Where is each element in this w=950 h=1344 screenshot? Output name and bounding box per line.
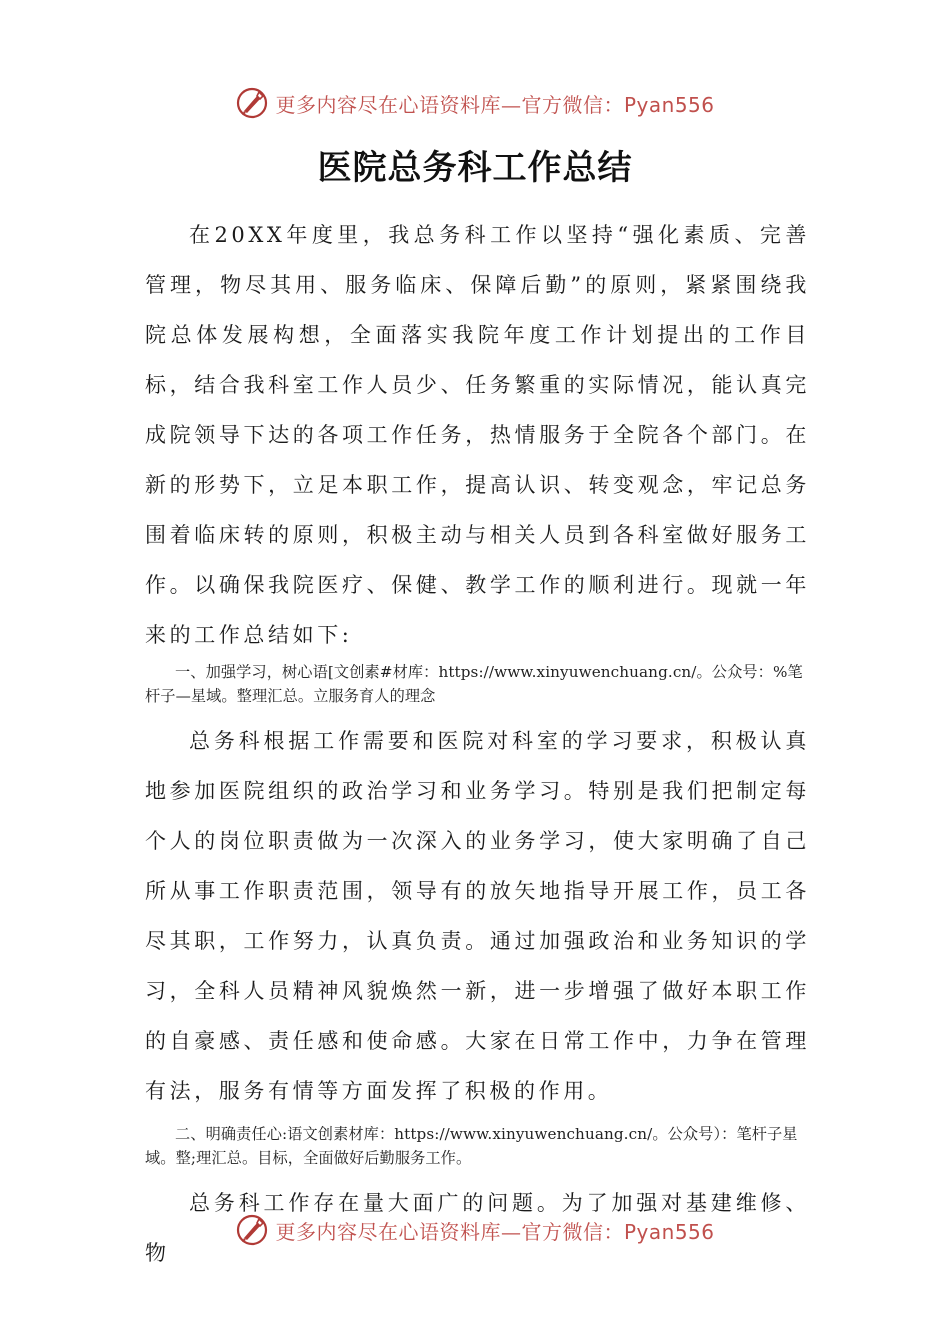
section-heading-2: 二、明确责任心:语文创素材库：https://www.xinyuwenchuang.cn/。公众号）：笔杆子星域。整;理汇总。目标，全面做好后勤服务工作。 [145, 1125, 798, 1167]
intro-paragraph: 在20XX年度里，我总务科工作以坚持“强化素质、完善管理，物尽其用、服务临床、保障后勤”的原则，紧紧围绕我院总体发展构想，全面落实我院年度工作计划提出的工作目标，结合我科室工作人员少、任务繁重的实际情况，能认真完成院领导下达的各项工作任务，热情服务于全院各个部门。在新的形势下，立足本职工作，提高认识、转变观念，牢记总务围着临床转的原则，积极主动与相关人员到各科室做好服务工作。以确保我院医疗、保健、教学工作的顺利进行。现就一年来的工作总结如下: [145, 223, 810, 647]
banner-wechat-id: Pyan556 [623, 1219, 715, 1244]
banner-text-cn: 更多内容尽在心语资料库—官方微信： [275, 1219, 624, 1244]
banner-text [275, 1216, 714, 1245]
section-1-paragraph: 总务科根据工作需要和医院对科室的学习要求，积极认真地参加医院组织的政治学习和业务学习。特别是我们把制定每个人的岗位职责做为一次深入的业务学习，使大家明确了自己所从事工作职责范围，领导有的放矢地指导开展工作，员工各尽其职，工作努力，认真负责。通过加强政治和业务知识的学习，全科人员精神风貌焕然一新，进一步增强了做好本职工作的自豪感、责任感和使命感。大家在日常工作中，力争在管理有法，服务有情等方面发挥了积极的作用。 [145, 729, 810, 1103]
banner-wechat-id: Pyan556 [623, 92, 715, 117]
section-2-paragraph: 总务科工作存在量大面广的问题。为了加强对基建维修、物 [145, 1191, 810, 1265]
banner-text-cn: 更多内容尽在心语资料库—官方微信： [275, 92, 624, 117]
footer-banner [0, 1208, 950, 1252]
pen-nib-logo-icon [235, 86, 269, 120]
section-heading-1: 一、加强学习，树心语[文创素#材库：https://www.xinyuwenchuang.cn/。公众号：%笔杆子—星域。整理汇总。立服务育人的理念 [145, 663, 803, 705]
document-title: 医院总务科工作总结 [317, 148, 633, 188]
header-banner [0, 81, 950, 125]
banner-text [275, 89, 714, 118]
document-body [145, 210, 810, 1278]
pen-nib-logo-icon [235, 1213, 269, 1247]
